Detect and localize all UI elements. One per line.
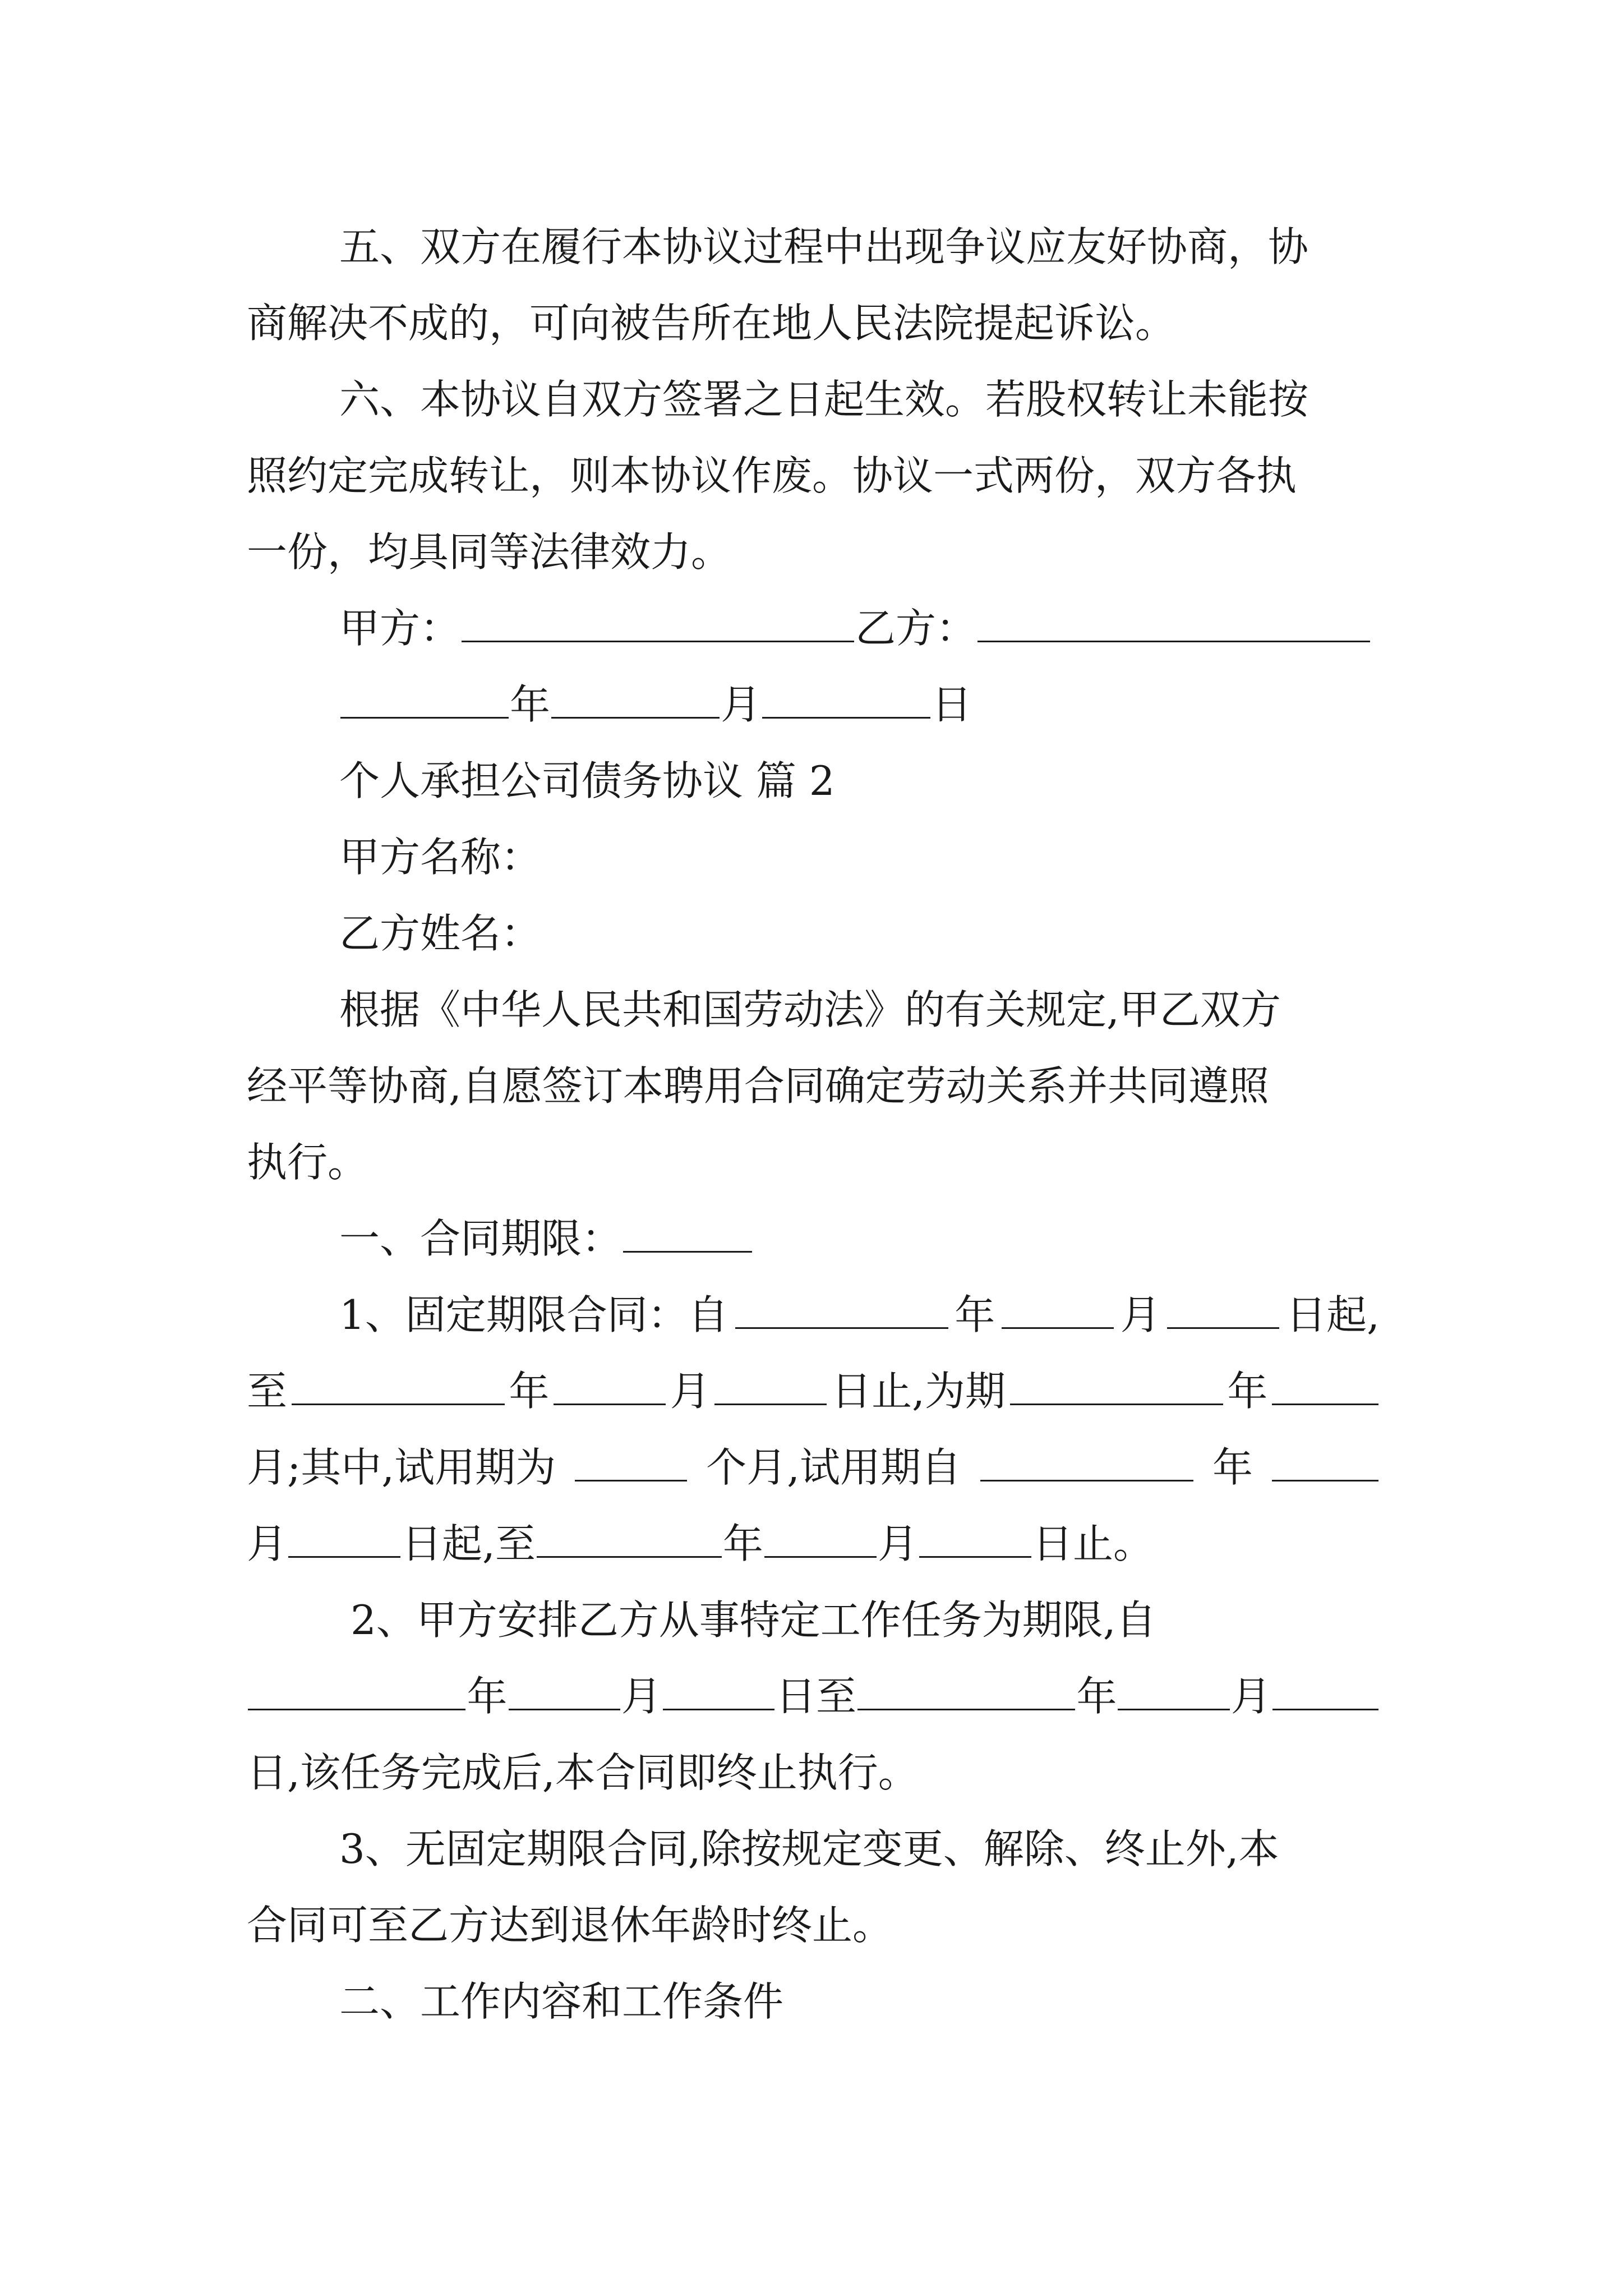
task-term-line-2	[247, 1669, 1380, 1723]
blank[interactable]	[764, 1517, 877, 1558]
text: 月	[1230, 1673, 1271, 1720]
text: 2、甲方安排乙方从事特定工作任务为期限,自	[351, 1596, 1156, 1644]
term-heading	[339, 1212, 753, 1266]
clause-five-line-2	[247, 296, 1175, 350]
party-b-name-line	[339, 907, 541, 960]
blank[interactable]	[537, 1517, 722, 1558]
blank[interactable]	[575, 1441, 687, 1481]
text: 月	[670, 1368, 711, 1415]
text: 年	[509, 1368, 550, 1415]
text: 月	[621, 1673, 662, 1720]
text: 1、固定期限合同：自	[339, 1291, 728, 1338]
blank[interactable]	[980, 1441, 1193, 1481]
work-heading	[339, 1975, 783, 2028]
clause-six-line-2	[247, 449, 1380, 503]
clause-six-line-1	[339, 372, 1380, 426]
text: 一、合同期限：	[339, 1215, 623, 1262]
text: 日止,为期	[831, 1368, 1006, 1415]
text: 个人承担公司债务协议 篇 2	[339, 757, 835, 804]
blank[interactable]	[1118, 1669, 1229, 1710]
text: 年	[510, 681, 551, 728]
text: 月;其中,试用期为	[247, 1444, 556, 1491]
text: 甲方名称：	[339, 834, 542, 881]
blank[interactable]	[857, 1669, 1075, 1710]
open-term-line-1	[339, 1822, 1380, 1876]
blank[interactable]	[248, 1669, 465, 1710]
fixed-term-line-1	[339, 1288, 1380, 1342]
text: 年	[955, 1291, 995, 1338]
term-blank[interactable]	[623, 1212, 752, 1253]
text: 月	[247, 1520, 288, 1567]
party-b-signature-blank[interactable]	[978, 601, 1370, 642]
text: 日至	[775, 1673, 856, 1720]
task-term-line-1	[351, 1593, 1380, 1647]
text: 日,该任务完成后,本合同即终止执行。	[247, 1749, 919, 1796]
text: 五、双方在履行本协议过程中出现争议应友好协商，协	[339, 223, 1309, 270]
signature-line	[339, 601, 1371, 655]
text: 经平等协商,自愿签订本聘用合同确定劳动关系并共同遵照	[247, 1062, 1269, 1110]
party-a-signature-blank[interactable]	[462, 601, 854, 642]
clause-five-line-1	[339, 220, 1380, 274]
task-term-line-3	[247, 1746, 919, 1800]
text: 日	[932, 681, 972, 728]
text: 日止。	[1032, 1520, 1154, 1567]
party-a-name-line	[339, 830, 541, 884]
text: 至	[247, 1368, 288, 1415]
fixed-term-line-4	[247, 1517, 1154, 1571]
text: 合同可至乙方达到退休年龄时终止。	[247, 1902, 893, 1949]
text: 商解决不成的，可向被告所在地人民法院提起诉讼。	[247, 300, 1176, 347]
text: 二、工作内容和工作条件	[339, 1978, 784, 2025]
text: 年	[1212, 1444, 1253, 1491]
preamble-line-3	[247, 1135, 368, 1189]
text: 月	[721, 681, 762, 728]
open-term-line-2	[247, 1898, 893, 1952]
text: 根据《中华人民共和国劳动法》的有关规定,甲乙双方	[339, 986, 1281, 1033]
party-a-signature-label: 甲方：	[339, 605, 461, 652]
text: 六、本协议自双方签署之日起生效。若股权转让未能按	[339, 376, 1309, 423]
blank[interactable]	[509, 1669, 620, 1710]
clause-six-line-3	[247, 525, 731, 579]
text: 年	[1227, 1368, 1268, 1415]
signature-date-line	[339, 678, 972, 731]
text: 月	[1120, 1291, 1161, 1338]
text: 年	[467, 1673, 508, 1720]
date-month-blank[interactable]	[551, 678, 720, 719]
text: 年	[1076, 1673, 1117, 1720]
text: 照约定完成转让，则本协议作废。协议一式两份，双方各执	[247, 452, 1297, 499]
date-day-blank[interactable]	[762, 678, 930, 719]
party-b-signature-label: 乙方：	[855, 605, 977, 652]
blank[interactable]	[1272, 1364, 1378, 1405]
text: 月	[877, 1520, 918, 1567]
blank[interactable]	[735, 1288, 948, 1329]
preamble-line-1	[339, 983, 1380, 1037]
blank[interactable]	[1272, 1669, 1378, 1710]
fixed-term-line-2	[247, 1364, 1380, 1418]
text: 3、无固定期限合同,除按规定变更、解除、终止外,本	[339, 1825, 1279, 1872]
text: 年	[722, 1520, 763, 1567]
blank[interactable]	[288, 1517, 400, 1558]
fixed-term-line-3	[247, 1441, 1380, 1494]
blank[interactable]	[714, 1364, 827, 1405]
text: 一份，均具同等法律效力。	[247, 528, 732, 576]
date-year-blank[interactable]	[340, 678, 509, 719]
blank[interactable]	[554, 1364, 666, 1405]
text: 日起,至	[402, 1520, 536, 1567]
section-title	[339, 754, 835, 808]
text: 乙方姓名：	[339, 910, 542, 957]
blank[interactable]	[663, 1669, 774, 1710]
blank[interactable]	[1272, 1441, 1378, 1481]
blank[interactable]	[1167, 1288, 1279, 1329]
blank[interactable]	[1002, 1288, 1114, 1329]
text: 日起,	[1286, 1291, 1380, 1338]
blank[interactable]	[292, 1364, 505, 1405]
blank[interactable]	[919, 1517, 1031, 1558]
text: 个月,试用期自	[706, 1444, 962, 1491]
text: 执行。	[247, 1139, 368, 1186]
blank[interactable]	[1010, 1364, 1223, 1405]
preamble-line-2	[247, 1059, 1380, 1113]
